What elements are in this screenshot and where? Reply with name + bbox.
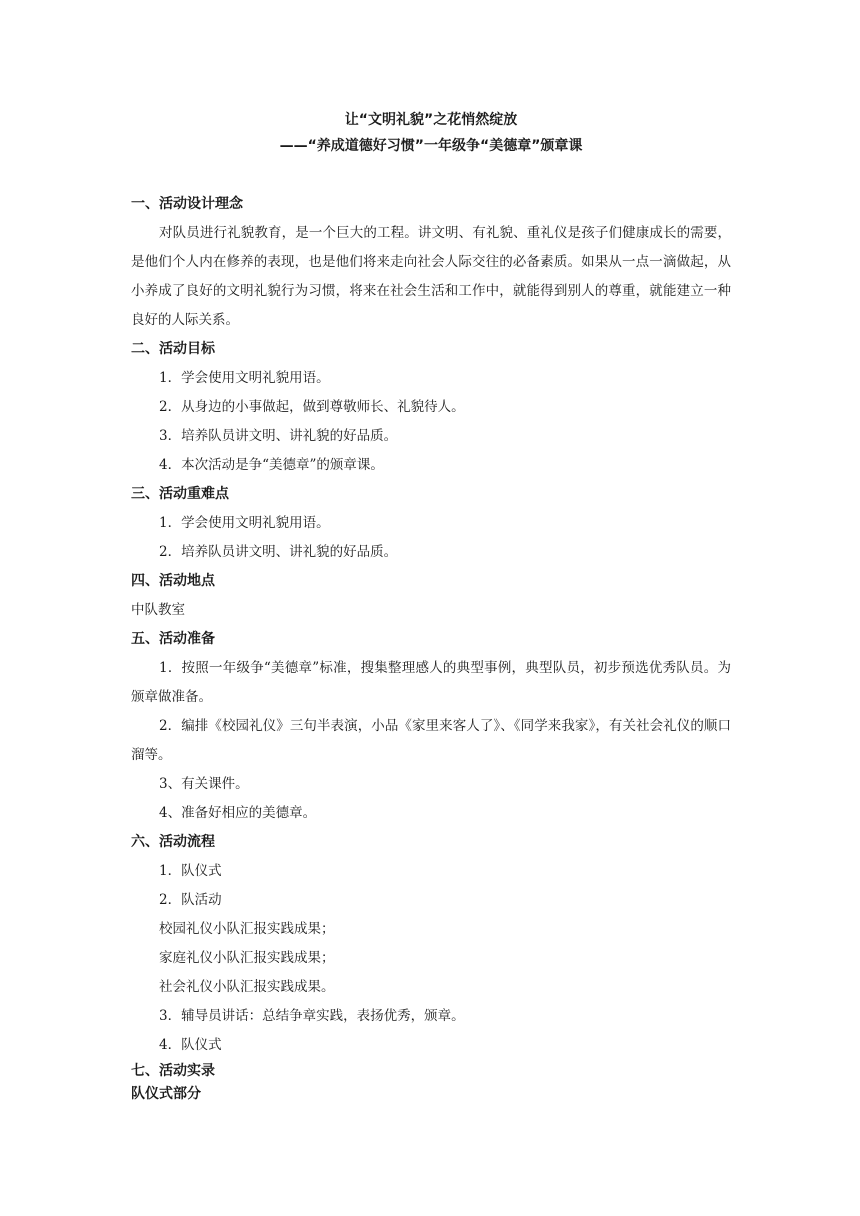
section-2-heading: 二、活动目标 bbox=[131, 341, 215, 357]
section-4-text: 中队教室 bbox=[131, 602, 185, 618]
list-item: 2．培养队员讲文明、讲礼貌的好品质。 bbox=[159, 544, 398, 560]
list-item: 4．本次活动是争“美德章”的颁章课。 bbox=[159, 457, 384, 473]
section-3-heading: 三、活动重难点 bbox=[131, 486, 229, 502]
document-subtitle: ——“养成道德好习惯”一年级争“美德章”颁章课 bbox=[279, 138, 583, 154]
document-content bbox=[131, 107, 731, 1106]
list-item: 1．队仪式 bbox=[159, 863, 222, 879]
list-item: 2．编排《校园礼仪》三句半表演，小品《家里来客人了》、《同学来我家》，有关社会礼仪的顺口溜等。 bbox=[131, 718, 731, 763]
list-item: 家庭礼仪小队汇报实践成果； bbox=[159, 950, 335, 966]
section-5-heading: 五、活动准备 bbox=[131, 631, 215, 647]
section-1-paragraph: 对队员进行礼貌教育，是一个巨大的工程。讲文明、有礼貌、重礼仪是孩子们健康成长的需要，是他们个人内在修养的表现，也是他们将来走向社会人际交往的必备素质。如果从一点一滴做起，从小养成了良好的文明礼貌行为习惯，将来在社会生活和工作中，就能得到别人的尊重，就能建立一种良好的人际关系。 bbox=[131, 225, 731, 328]
section-7-subheading: 队仪式部分 bbox=[131, 1086, 201, 1102]
list-item: 4、准备好相应的美德章。 bbox=[159, 805, 317, 821]
list-item: 3、有关课件。 bbox=[159, 776, 249, 792]
list-item: 3．辅导员讲话：总结争章实践，表扬优秀，颁章。 bbox=[159, 1008, 465, 1024]
list-item: 1．学会使用文明礼貌用语。 bbox=[159, 515, 330, 531]
list-item: 校园礼仪小队汇报实践成果； bbox=[159, 921, 335, 937]
list-item: 1．学会使用文明礼貌用语。 bbox=[159, 370, 330, 386]
list-item: 3．培养队员讲文明、讲礼貌的好品质。 bbox=[159, 428, 398, 444]
document-title: 让“文明礼貌”之花悄然绽放 bbox=[344, 112, 518, 128]
section-6-heading: 六、活动流程 bbox=[131, 834, 215, 850]
list-item: 2．队活动 bbox=[159, 892, 222, 908]
section-7-heading: 七、活动实录 bbox=[131, 1063, 215, 1079]
list-item: 社会礼仪小队汇报实践成果。 bbox=[159, 979, 335, 995]
list-item: 1．按照一年级争“美德章”标准，搜集整理感人的典型事例，典型队员，初步预选优秀队员。为颁章做准备。 bbox=[131, 660, 731, 705]
list-item: 4．队仪式 bbox=[159, 1037, 222, 1053]
list-item: 2．从身边的小事做起，做到尊敬师长、礼貌待人。 bbox=[159, 399, 465, 415]
section-1-heading: 一、活动设计理念 bbox=[131, 196, 243, 212]
section-4-heading: 四、活动地点 bbox=[131, 573, 215, 589]
